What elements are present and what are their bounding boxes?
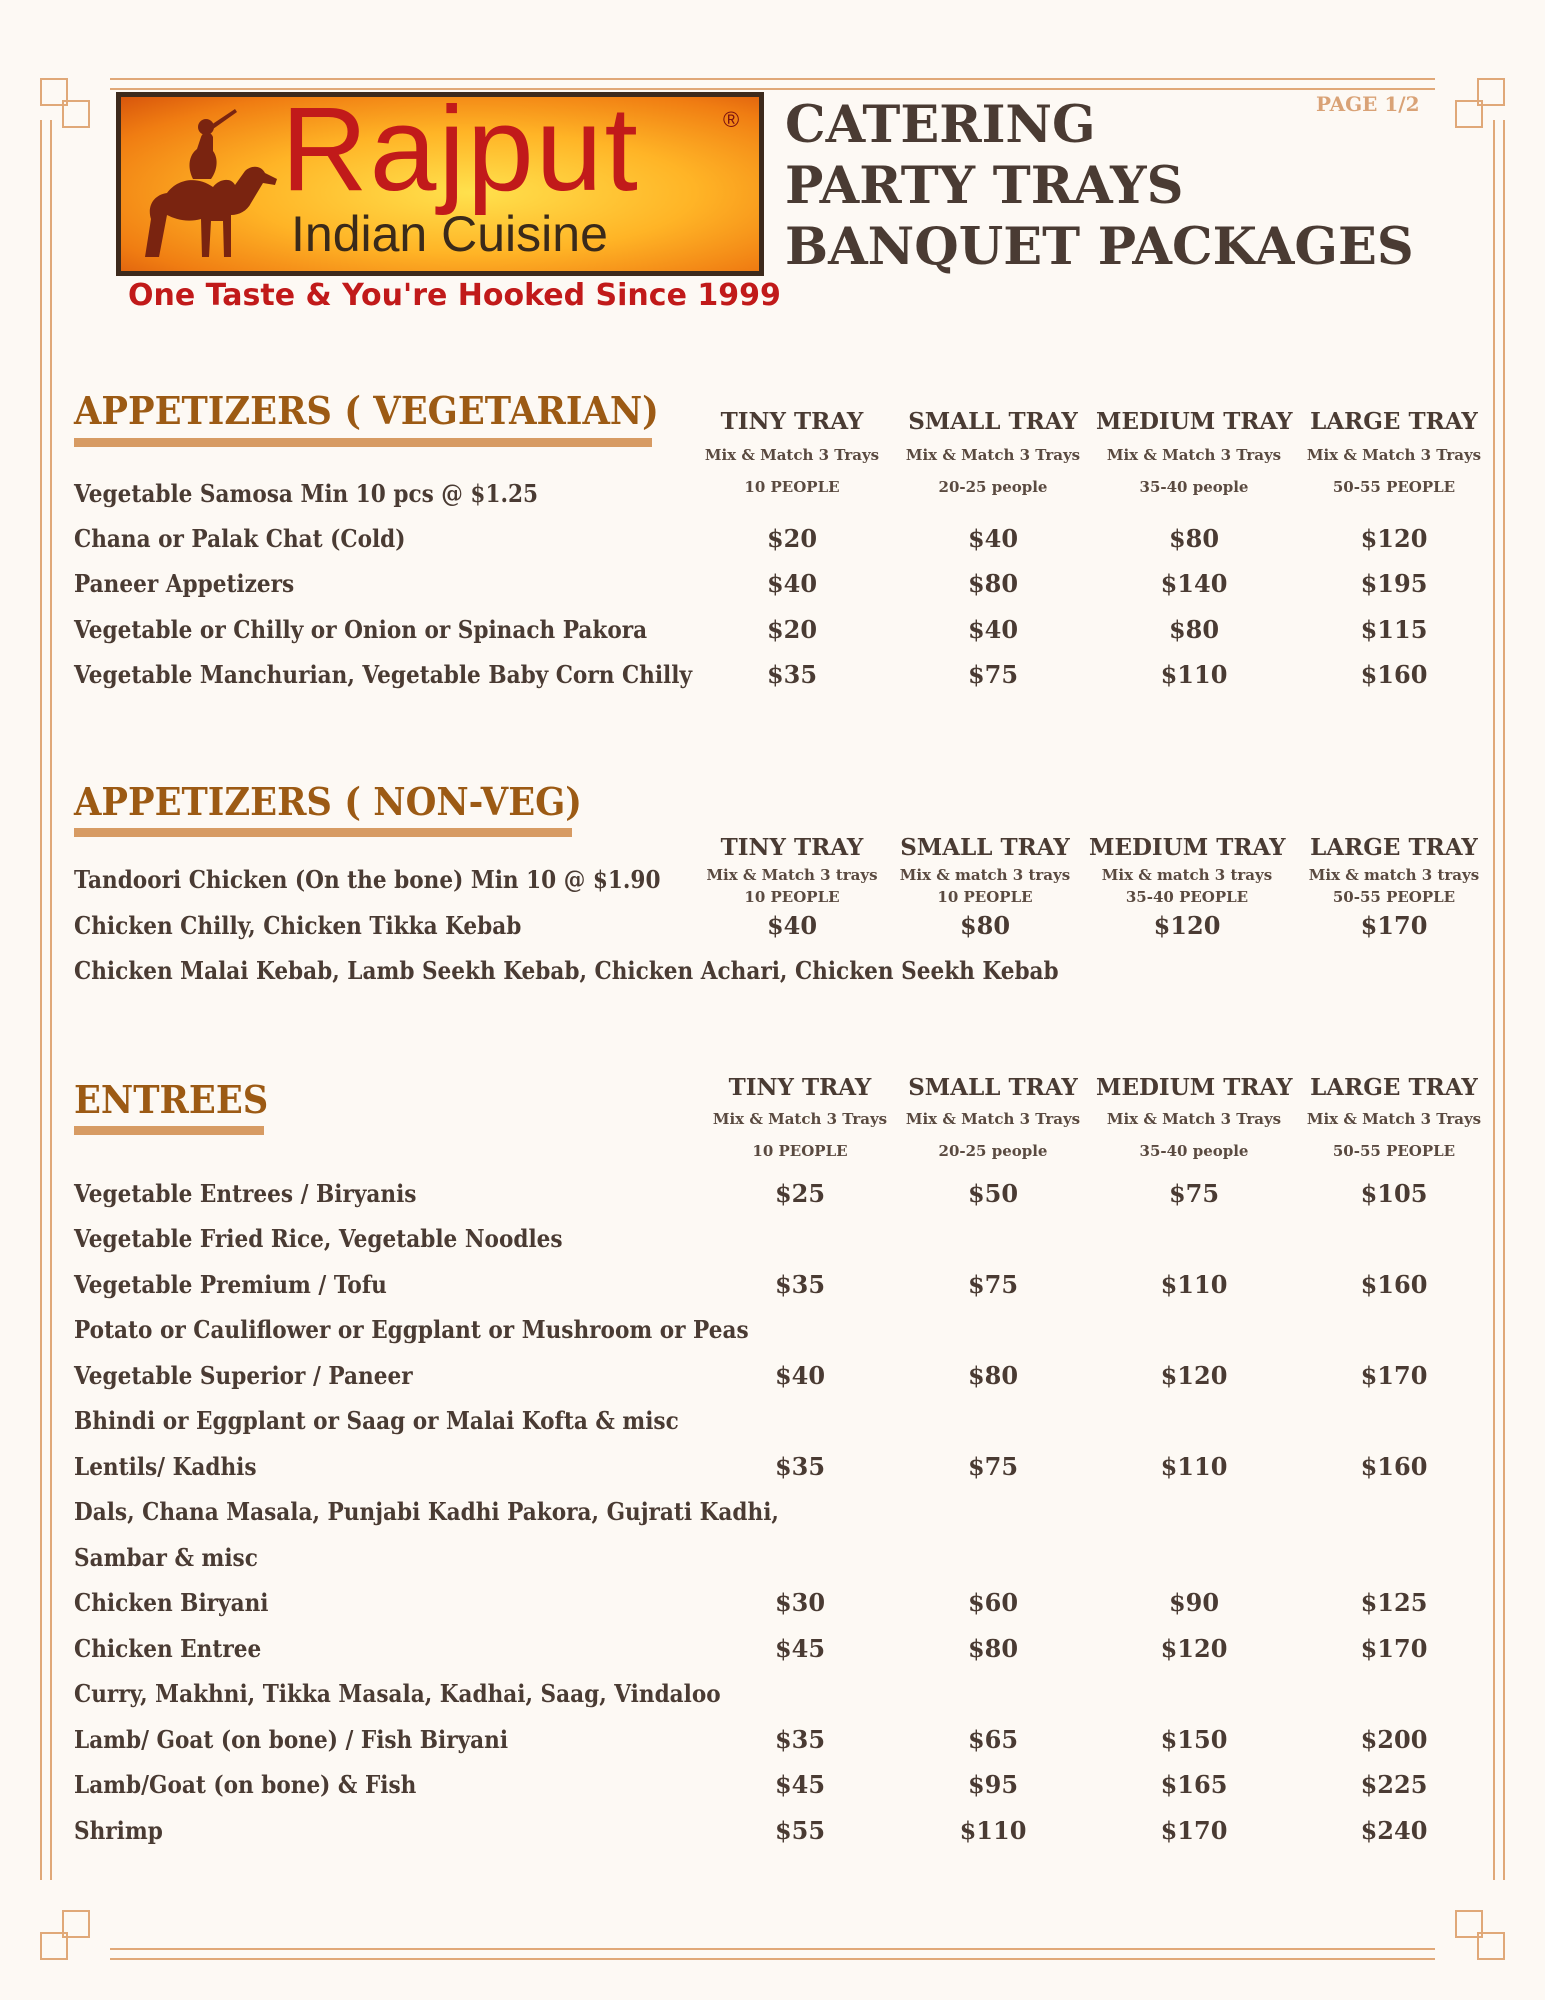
col-head-tiny: TINY TRAY <box>720 408 864 435</box>
section-title-veg: APPETIZERS ( VEGETARIAN) <box>74 388 659 433</box>
col-head-medium: MEDIUM TRAY <box>1089 834 1286 861</box>
col-people-small: 10 PEOPLE <box>937 888 1033 906</box>
price-small: $65 <box>967 1725 1019 1754</box>
price-large: $160 <box>1360 1452 1428 1481</box>
logo-name: Rajput <box>281 92 640 216</box>
menu-item: Chicken Entree <box>74 1634 262 1663</box>
col-people-tiny: 10 PEOPLE <box>744 888 840 906</box>
price-large: $170 <box>1360 911 1428 940</box>
price-tiny: $55 <box>774 1816 826 1845</box>
menu-item: Vegetable Samosa Min 10 pcs @ $1.25 <box>74 479 539 508</box>
price-large: $170 <box>1360 1361 1428 1390</box>
menu-item: Paneer Appetizers <box>74 569 295 598</box>
price-medium: $120 <box>1160 1361 1228 1390</box>
col-sub-tiny: Mix & Match 3 trays <box>706 866 878 884</box>
price-small: $80 <box>967 569 1019 598</box>
corner-bottom-left <box>40 1910 90 1960</box>
price-small: $60 <box>967 1588 1019 1617</box>
section-underline-entrees <box>74 1126 264 1135</box>
col-people-medium: 35-40 people <box>1139 1142 1249 1160</box>
col-head-large: LARGE TRAY <box>1310 1074 1478 1101</box>
price-tiny: $35 <box>774 1452 826 1481</box>
col-head-small: SMALL TRAY <box>900 834 1070 861</box>
frame-right-outer <box>1503 120 1505 1880</box>
price-medium: $110 <box>1160 1270 1228 1299</box>
price-small: $40 <box>967 615 1019 644</box>
price-small: $80 <box>967 1361 1019 1390</box>
price-tiny: $25 <box>774 1179 826 1208</box>
menu-item: Sambar & misc <box>74 1543 258 1572</box>
col-head-medium: MEDIUM TRAY <box>1096 408 1293 435</box>
col-head-large: LARGE TRAY <box>1310 834 1478 861</box>
corner-bottom-right <box>1455 1910 1505 1960</box>
price-large: $125 <box>1360 1588 1428 1617</box>
col-sub-tiny: Mix & Match 3 Trays <box>712 1110 888 1128</box>
menu-item: Lentils/ Kadhis <box>74 1452 257 1481</box>
col-sub-large: Mix & match 3 trays <box>1308 866 1480 884</box>
price-medium: $165 <box>1160 1770 1228 1799</box>
price-medium: $150 <box>1160 1725 1228 1754</box>
menu-item: Curry, Makhni, Tikka Masala, Kadhai, Saag, Vindaloo <box>74 1679 721 1708</box>
col-people-small: 20-25 people <box>938 478 1048 496</box>
price-tiny: $35 <box>774 1270 826 1299</box>
menu-item: Tandoori Chicken (On the bone) Min 10 @ $1.90 <box>74 865 661 894</box>
col-sub-medium: Mix & match 3 trays <box>1101 866 1273 884</box>
price-tiny: $35 <box>774 1725 826 1754</box>
title-banquet-packages: BANQUET PACKAGES <box>785 217 1414 277</box>
price-small: $75 <box>967 1270 1019 1299</box>
price-medium: $140 <box>1160 569 1228 598</box>
price-tiny: $40 <box>766 911 818 940</box>
price-tiny: $40 <box>774 1361 826 1390</box>
col-head-medium: MEDIUM TRAY <box>1096 1074 1293 1101</box>
col-people-tiny: 10 PEOPLE <box>752 1142 848 1160</box>
menu-item: Vegetable Superior / Paneer <box>74 1361 413 1390</box>
price-small: $40 <box>967 524 1019 553</box>
col-people-medium: 35-40 people <box>1139 478 1249 496</box>
price-tiny: $45 <box>774 1634 826 1663</box>
price-tiny: $45 <box>774 1770 826 1799</box>
section-title-nonveg: APPETIZERS ( NON-VEG) <box>74 779 583 824</box>
col-sub-medium: Mix & Match 3 Trays <box>1106 1110 1282 1128</box>
menu-item: Lamb/ Goat (on bone) / Fish Biryani <box>74 1725 509 1754</box>
price-large: $200 <box>1360 1725 1428 1754</box>
price-small: $110 <box>959 1816 1027 1845</box>
camel-rider-icon <box>127 107 287 267</box>
frame-left-outer <box>40 120 42 1880</box>
price-large: $105 <box>1360 1179 1428 1208</box>
restaurant-logo <box>116 92 764 276</box>
price-large: $160 <box>1360 1270 1428 1299</box>
section-underline-veg <box>74 438 652 447</box>
price-large: $115 <box>1360 615 1428 644</box>
col-sub-tiny: Mix & Match 3 Trays <box>704 446 880 464</box>
frame-top-outer <box>110 78 1435 80</box>
price-tiny: $30 <box>774 1588 826 1617</box>
col-head-small: SMALL TRAY <box>908 1074 1078 1101</box>
price-medium: $170 <box>1160 1816 1228 1845</box>
col-people-large: 50-55 PEOPLE <box>1332 1142 1456 1160</box>
price-large: $195 <box>1360 569 1428 598</box>
price-medium: $110 <box>1160 1452 1228 1481</box>
menu-item: Lamb/Goat (on bone) & Fish <box>74 1770 417 1799</box>
col-sub-small: Mix & Match 3 Trays <box>905 1110 1081 1128</box>
col-sub-medium: Mix & Match 3 Trays <box>1106 446 1282 464</box>
col-sub-small: Mix & match 3 trays <box>899 866 1071 884</box>
price-small: $95 <box>967 1770 1019 1799</box>
price-small: $50 <box>967 1179 1019 1208</box>
price-medium: $75 <box>1168 1179 1220 1208</box>
logo-subtitle: Indian Cuisine <box>291 206 608 262</box>
tagline: One Taste & You're Hooked Since 1999 <box>128 278 781 313</box>
price-small: $80 <box>967 1634 1019 1663</box>
section-underline-nonveg <box>74 828 572 837</box>
price-medium: $80 <box>1168 615 1220 644</box>
price-large: $240 <box>1360 1816 1428 1845</box>
col-head-small: SMALL TRAY <box>908 408 1078 435</box>
price-large: $120 <box>1360 524 1428 553</box>
page-number: PAGE 1/2 <box>1316 92 1420 116</box>
corner-top-right <box>1455 78 1505 128</box>
col-people-small: 20-25 people <box>938 1142 1048 1160</box>
frame-bottom-inner <box>110 1948 1435 1950</box>
price-tiny: $40 <box>766 569 818 598</box>
menu-item: Vegetable Entrees / Biryanis <box>74 1179 417 1208</box>
price-large: $225 <box>1360 1770 1428 1799</box>
menu-item: Chicken Malai Kebab, Lamb Seekh Kebab, Chicken Achari, Chicken Seekh Kebab <box>74 956 1059 985</box>
price-tiny: $20 <box>766 615 818 644</box>
col-people-tiny: 10 PEOPLE <box>744 478 840 496</box>
col-sub-large: Mix & Match 3 Trays <box>1306 1110 1482 1128</box>
price-small: $80 <box>959 911 1011 940</box>
menu-item: Bhindi or Eggplant or Saag or Malai Kofta & misc <box>74 1406 679 1435</box>
price-medium: $120 <box>1153 911 1221 940</box>
frame-left-inner <box>50 120 52 1880</box>
price-medium: $110 <box>1160 660 1228 689</box>
menu-item: Vegetable Manchurian, Vegetable Baby Corn Chilly <box>74 660 693 689</box>
corner-top-left <box>40 78 90 128</box>
price-small: $75 <box>967 1452 1019 1481</box>
menu-item: Dals, Chana Masala, Punjabi Kadhi Pakora, Gujrati Kadhi, <box>74 1497 779 1526</box>
section-title-entrees: ENTREES <box>74 1077 269 1122</box>
menu-item: Potato or Cauliflower or Eggplant or Mushroom or Peas <box>74 1315 749 1344</box>
col-head-large: LARGE TRAY <box>1310 408 1478 435</box>
menu-item: Vegetable Fried Rice, Vegetable Noodles <box>74 1224 563 1253</box>
title-party-trays: PARTY TRAYS <box>785 156 1184 216</box>
price-tiny: $35 <box>766 660 818 689</box>
menu-item: Chicken Chilly, Chicken Tikka Kebab <box>74 911 522 940</box>
frame-bottom-outer <box>110 1958 1435 1960</box>
price-large: $160 <box>1360 660 1428 689</box>
menu-item: Vegetable or Chilly or Onion or Spinach Pakora <box>74 615 648 644</box>
price-medium: $80 <box>1168 524 1220 553</box>
col-head-tiny: TINY TRAY <box>720 834 864 861</box>
price-medium: $90 <box>1168 1588 1220 1617</box>
menu-item: Vegetable Premium / Tofu <box>74 1270 387 1299</box>
col-sub-small: Mix & Match 3 Trays <box>905 446 1081 464</box>
menu-item: Chana or Palak Chat (Cold) <box>74 524 406 553</box>
col-head-tiny: TINY TRAY <box>728 1074 872 1101</box>
price-medium: $120 <box>1160 1634 1228 1663</box>
frame-top-inner <box>110 88 1435 90</box>
frame-right-inner <box>1493 120 1495 1880</box>
menu-item: Shrimp <box>74 1816 163 1845</box>
col-people-large: 50-55 PEOPLE <box>1332 478 1456 496</box>
price-large: $170 <box>1360 1634 1428 1663</box>
price-tiny: $20 <box>766 524 818 553</box>
price-small: $75 <box>967 660 1019 689</box>
menu-item: Chicken Biryani <box>74 1588 269 1617</box>
col-sub-large: Mix & Match 3 Trays <box>1306 446 1482 464</box>
title-catering: CATERING <box>785 95 1096 155</box>
registered-mark: ® <box>723 107 740 132</box>
col-people-medium: 35-40 PEOPLE <box>1125 888 1249 906</box>
col-people-large: 50-55 PEOPLE <box>1332 888 1456 906</box>
